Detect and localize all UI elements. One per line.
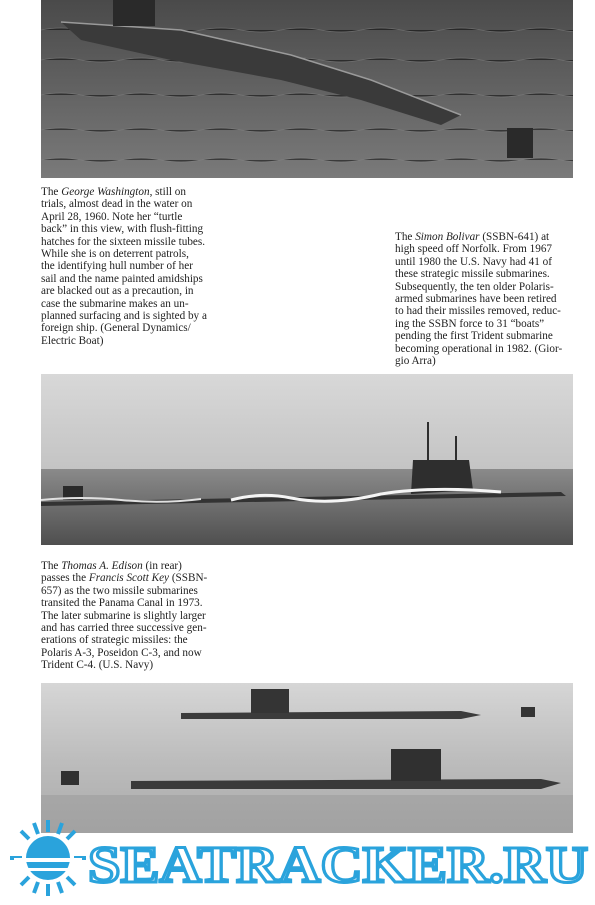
ship-name: George Washington: [61, 186, 150, 198]
ship-name: Simon Bolivar: [415, 231, 480, 243]
caption-text: The: [41, 560, 62, 572]
caption-text: (in rear) passes the: [41, 560, 182, 585]
caption-text: (SSBN- 657) as the two missile submarines transited the Panama Canal in 1973. The later submarine is slightly larger and has carried three successive gen- erations of strategic missiles: the Polaris A-3, Poseidon C-3, and now Trident C-4. (U.S. Navy): [41, 572, 208, 672]
ship-name: Francis Scott Key: [88, 572, 170, 585]
caption-text: The: [41, 186, 62, 198]
caption-george-washington: [41, 186, 231, 347]
photo-simon-bolivar: [41, 374, 573, 545]
caption-simon-bolivar: [395, 231, 577, 367]
caption-text: The: [395, 231, 416, 243]
photo-edison-and-key: [41, 683, 573, 833]
caption-text: , still on trials, almost dead in the water on April 28, 1960. Note her “turtle back” in this view, with flush-fitting hatches for the sixteen missile tubes. While she is on deterrent patrols, the identifying hull number of her sail and the name painted amidships are blacked out as a precaution, in case the submarine makes an un- planned surfacing and is sighted by a foreign ship. (General Dynamics/ Electric Boat): [41, 186, 207, 347]
photo-george-washington: [41, 0, 573, 178]
watermark-text: SEATRACKER.RU: [88, 837, 588, 894]
caption-text: (SSBN-641) at high speed off Norfolk. From 1967 until 1980 the U.S. Navy had 41 of these strategic missile submarines. Subsequently, the ten older Polaris- armed submarines have been retired to had their missiles removed, reduc- ing the SSBN force to 31 “boats” pending the first Trident submarine becoming operational in 1982. (Gior- gio Arra): [395, 231, 563, 368]
seatracker-watermark: [0, 818, 595, 905]
caption-edison-key: [41, 560, 231, 672]
sunburst-logo-icon: [10, 820, 86, 896]
ship-name: Thomas A. Edison: [61, 560, 143, 572]
